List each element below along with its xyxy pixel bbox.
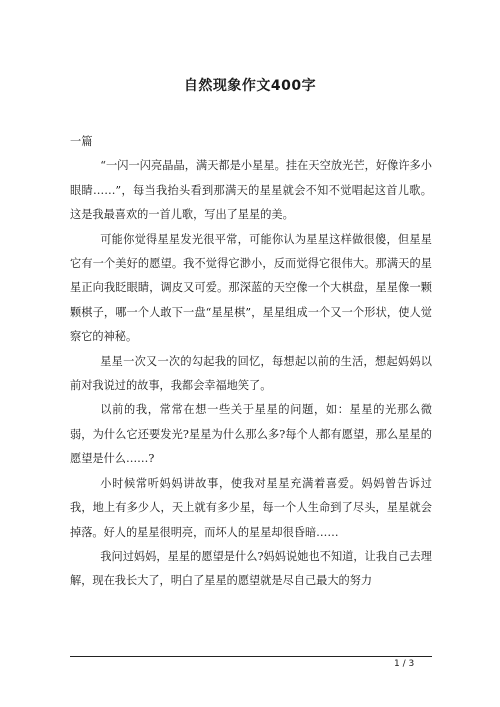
paragraph-4: 以前的我，常常在想一些关于星星的问题，如：星星的光那么微弱，为什么它还要发光?星星为什么那么多?每个人都有愿望，那么星星的愿望是什么……? [70,403,432,466]
page-number: 1 / 3 [394,659,415,669]
document-title: 自然现象作文400字 [183,78,317,94]
footer-divider [70,656,432,657]
paragraph-6: 我问过妈妈，星星的愿望是什么?妈妈说她也不知道，让我自己去理解，现在我长大了，明白了星星的愿望就是尽自己最大的努力 [70,549,432,588]
paragraph-2: 可能你觉得星星发光很平常，可能你认为星星这样做很傻，但星星它有一个美好的愿望。我不觉得它渺小，反而觉得它很伟大。那满天的星星正向我眨眼睛，调皮又可爱。那深蓝的天空像一个大棋盘，星星像一颗颗棋子，哪一个人敢下一盘“星星棋”，星星组成一个又一个形状，使人觉察它的神秘。 [70,232,432,344]
section-label: 一篇 [70,135,93,148]
paragraph-3: 星星一次又一次的勾起我的回忆，每想起以前的生活，想起妈妈以前对我说过的故事，我都会幸福地笑了。 [70,354,432,393]
paragraph-5: 小时候常听妈妈讲故事，使我对星星充满着喜爱。妈妈曾告诉过我，地上有多少人，天上就有多少星，每一个人生命到了尽头，星星就会掉落。好人的星星很明亮，而坏人的星星却很昏暗…… [70,476,432,539]
paragraph-1: “一闪一闪亮晶晶，满天都是小星星。挂在天空放光芒，好像许多小眼睛……”，每当我抬头看到那满天的星星就会不知不觉唱起这首儿歌。这是我最喜欢的一首儿歌，写出了星星的美。 [70,159,432,222]
document-body [70,130,432,594]
